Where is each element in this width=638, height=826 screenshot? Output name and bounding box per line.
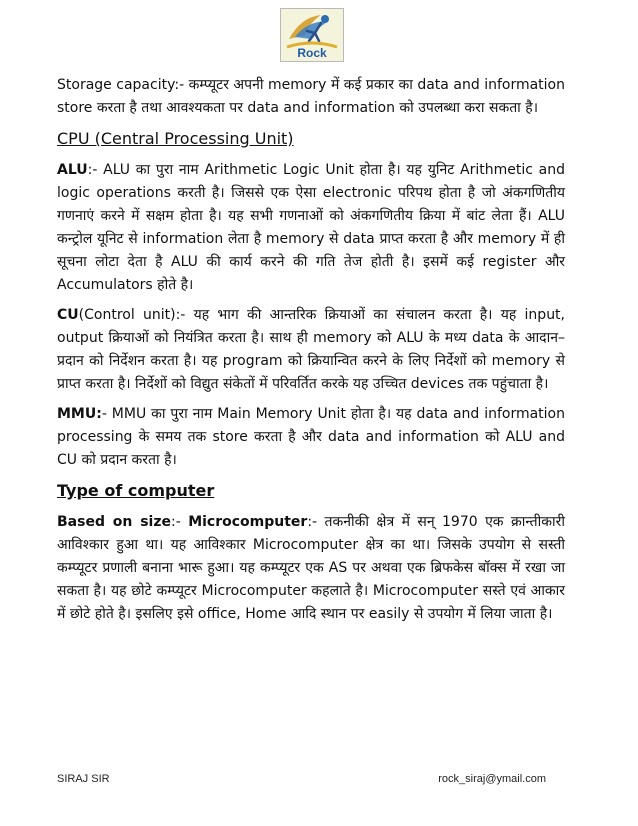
logo-text: Rock	[297, 46, 327, 60]
mmu-paragraph	[57, 403, 565, 472]
rock-logo	[280, 8, 344, 62]
mmu-text: - MMU का पुरा नाम Main Memory Unit होता है। यह data and information processing के समय तक store करता है और data and information को ALU and CU को प्रदान करता है।	[57, 406, 565, 468]
based-text: :- तकनीकी क्षेत्र में सन् 1970 एक क्रान्तीकारी आविश्कार हुआ था। यह आविश्कार Microcomputer क्षेत्र का था। जिसके उपयोग से सस्ती कम्प्यूटर प्रणाली बनाना भारू हुआ। यह कम्प्यूटर एक AS पर अथवा एक ब्रिफकेस बॉक्स में रखा जा सकता है। यह छोटे कम्प्यूटर Microcomputer कहलाते है। Microcomputer सस्ते एवं आकार में छोटे होते है। इसलिए इसे office, Home आदि स्थान पर easily से उपयोग में लिया जाता है।	[57, 514, 566, 622]
footer-email: rock_siraj@ymail.com	[438, 773, 546, 785]
document-body	[57, 74, 565, 633]
alu-text: :- ALU का पुरा नाम Arithmetic Logic Unit होता है। यह युनिट Arithmetic and logic operations करती है। जिससे एक ऐसा electronic परिपथ होता है जो अंकगणितीय गणनाएं करने में सक्षम होता है। यह सभी गणनाओं को अंकगणितीय क्रिया में बांट लेता हैं। ALU कन्ट्रोल यूनिट से information लेता है memory से data प्राप्त करता है और memory में ही सूचना लोटा देता है ALU की कार्य करने की गति तेज होती है। इसमें कई register और Accumulators होते है।	[57, 162, 565, 293]
storage-paragraph: Storage capacity:- कम्प्यूटर अपनी memory में कई प्रकार का data and information store करता है तथा आवश्यकता पर data and information को उपलब्धा करा सकता है।	[57, 77, 565, 116]
footer-author: SIRAJ SIR	[57, 773, 110, 785]
type-of-computer-heading: Type of computer	[57, 481, 215, 500]
based-on-size-term: Based on size	[57, 514, 171, 530]
mmu-term: MMU:	[57, 406, 102, 422]
cpu-heading: CPU (Central Processing Unit)	[57, 129, 294, 148]
microcomputer-term: Microcomputer	[188, 514, 308, 530]
alu-term: ALU	[57, 162, 88, 178]
based-on-size-paragraph	[57, 511, 565, 626]
runner-logo-icon	[281, 9, 343, 61]
cu-text: (Control unit):- यह भाग की आन्तरिक क्रियाओं का संचालन करता है। यह input, output क्रियाओं को नियंत्रित करता है। साथ ही memory को ALU के मध्य data के आदान–प्रदान को निर्देशन करता है। यह program को क्रियान्वित करने के लिए निर्देशों को memory से प्राप्त करता है। निर्देशों को विद्युत संकेतों में परिवर्तित करके यह उच्चित devices तक पहुंचाता है।	[57, 307, 566, 392]
based-sep: :-	[171, 514, 189, 530]
alu-paragraph	[57, 159, 565, 297]
cu-term: CU	[57, 307, 79, 323]
cu-paragraph	[57, 304, 565, 396]
